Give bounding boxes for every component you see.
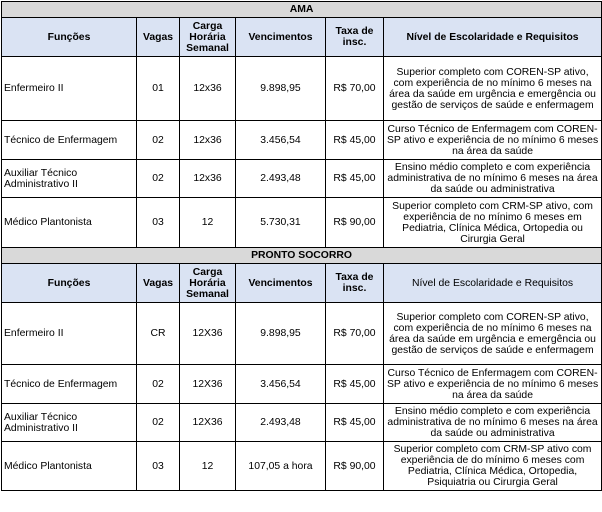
cell-vagas: 03: [137, 198, 180, 248]
cell-requisitos: Superior completo com COREN-SP ativo, com experiência de no mínimo 6 meses na área da saúde em urgência e emergência ou gestão de serviços de saúde e enfermagem: [384, 303, 602, 365]
table-row: [2, 160, 602, 198]
job-positions-table: [1, 1, 602, 491]
cell-funcao: Enfermeiro II: [2, 57, 137, 121]
cell-vagas: 02: [137, 365, 180, 404]
cell-carga: 12x36: [180, 121, 236, 160]
cell-vencimentos: 2.493,48: [236, 404, 326, 442]
cell-carga: 12: [180, 198, 236, 248]
header-nivel: Nível de Escolaridade e Requisitos: [384, 18, 602, 57]
cell-funcao: Médico Plantonista: [2, 198, 137, 248]
header-vagas: Vagas: [137, 18, 180, 57]
cell-vagas: 02: [137, 121, 180, 160]
header-vagas: Vagas: [137, 264, 180, 303]
cell-vencimentos: 2.493,48: [236, 160, 326, 198]
cell-requisitos: Curso Técnico de Enfermagem com COREN-SP ativo e experiência de no mínimo 6 meses na área da saúde: [384, 121, 602, 160]
table-row: [2, 404, 602, 442]
table-row: [2, 198, 602, 248]
cell-taxa: R$ 90,00: [326, 198, 384, 248]
table-row: [2, 442, 602, 491]
cell-requisitos: Ensino médio completo e com experiência administrativa de no mínimo 6 meses na área da saúde ou administrativa: [384, 160, 602, 198]
cell-funcao: Enfermeiro II: [2, 303, 137, 365]
cell-funcao: Técnico de Enfermagem: [2, 365, 137, 404]
cell-carga: 12: [180, 442, 236, 491]
header-taxa: Taxa de insc.: [326, 264, 384, 303]
cell-taxa: R$ 90,00: [326, 442, 384, 491]
cell-vencimentos: 9.898,95: [236, 303, 326, 365]
cell-vagas: 03: [137, 442, 180, 491]
header-vencimentos: Vencimentos: [236, 264, 326, 303]
section-header-pronto-socorro: [2, 248, 602, 264]
header-carga: Carga Horária Semanal: [180, 18, 236, 57]
cell-requisitos: Superior completo com CRM-SP ativo, com experiência de no mínimo 6 meses em Pediatria, Clínica Médica, Ortopedia ou Cirurgia Geral: [384, 198, 602, 248]
cell-vagas: 02: [137, 404, 180, 442]
section-title: AMA: [2, 2, 602, 18]
cell-taxa: R$ 45,00: [326, 365, 384, 404]
column-header-row: [2, 264, 602, 303]
column-header-row: [2, 18, 602, 57]
cell-funcao: Auxiliar Técnico Administrativo II: [2, 404, 137, 442]
section-header-ama: [2, 2, 602, 18]
cell-vencimentos: 107,05 a hora: [236, 442, 326, 491]
cell-requisitos: Superior completo com COREN-SP ativo, com experiência de no mínimo 6 meses na área da saúde em urgência e emergência ou gestão de serviços de saúde e enfermagem: [384, 57, 602, 121]
cell-vencimentos: 3.456,54: [236, 365, 326, 404]
cell-requisitos: Ensino médio completo e com experiência administrativa de no mínimo 6 meses na área da saúde ou administrativa: [384, 404, 602, 442]
cell-taxa: R$ 45,00: [326, 121, 384, 160]
cell-taxa: R$ 70,00: [326, 303, 384, 365]
cell-requisitos: Curso Técnico de Enfermagem com COREN-SP ativo e experiência de no mínimo 6 meses na área da saúde: [384, 365, 602, 404]
cell-carga: 12x36: [180, 160, 236, 198]
cell-carga: 12X36: [180, 303, 236, 365]
cell-vencimentos: 9.898,95: [236, 57, 326, 121]
cell-taxa: R$ 45,00: [326, 404, 384, 442]
header-funcoes: Funções: [2, 18, 137, 57]
section-title: PRONTO SOCORRO: [2, 248, 602, 264]
header-funcoes: Funções: [2, 264, 137, 303]
cell-taxa: R$ 70,00: [326, 57, 384, 121]
table-row: [2, 121, 602, 160]
cell-carga: 12X36: [180, 404, 236, 442]
header-nivel: Nível de Escolaridade e Requisitos: [384, 264, 602, 303]
cell-funcao: Técnico de Enfermagem: [2, 121, 137, 160]
header-vencimentos: Vencimentos: [236, 18, 326, 57]
cell-taxa: R$ 45,00: [326, 160, 384, 198]
cell-vencimentos: 5.730,31: [236, 198, 326, 248]
cell-funcao: Médico Plantonista: [2, 442, 137, 491]
header-taxa: Taxa de insc.: [326, 18, 384, 57]
cell-vagas: 01: [137, 57, 180, 121]
cell-carga: 12x36: [180, 57, 236, 121]
cell-vencimentos: 3.456,54: [236, 121, 326, 160]
table-row: [2, 57, 602, 121]
table-row: [2, 365, 602, 404]
cell-requisitos: Superior completo com CRM-SP ativo com experiência de do mínimo 6 meses com Pediatria, Clínica Médica, Ortopedia, Psiquiatria ou Cirurgia Geral: [384, 442, 602, 491]
table-row: [2, 303, 602, 365]
cell-carga: 12X36: [180, 365, 236, 404]
header-carga: Carga Horária Semanal: [180, 264, 236, 303]
cell-funcao: Auxiliar Técnico Administrativo II: [2, 160, 137, 198]
cell-vagas: CR: [137, 303, 180, 365]
cell-vagas: 02: [137, 160, 180, 198]
